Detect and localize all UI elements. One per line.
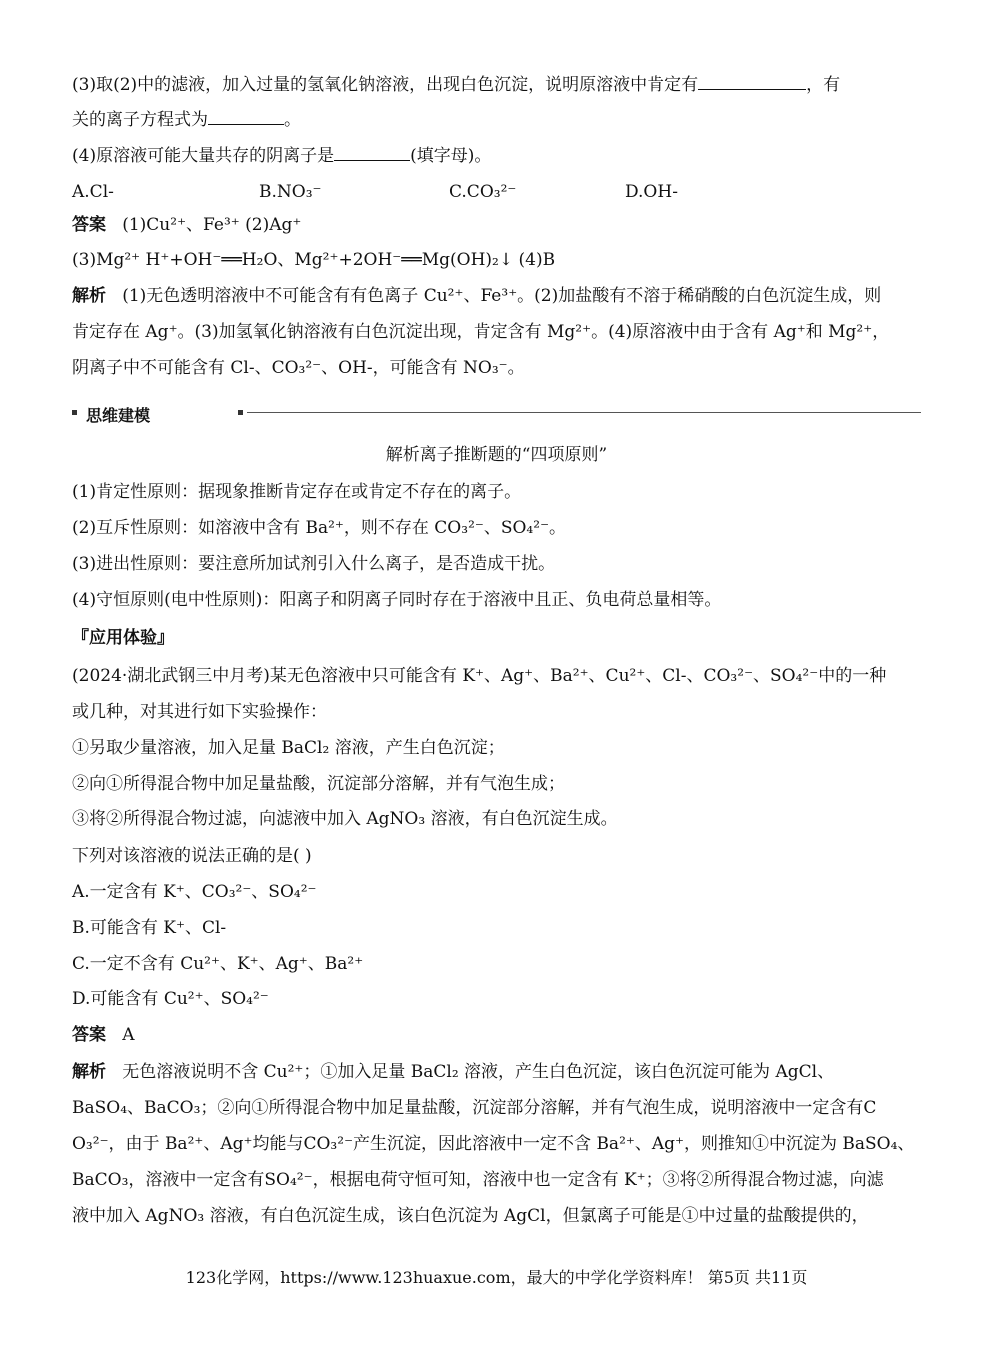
question-prompt-text: 下列对该溶液的说法正确的是( ) — [72, 846, 312, 866]
analysis-label: 解析 — [72, 286, 106, 306]
choice-d — [72, 988, 921, 1010]
question-3-line2 — [72, 108, 921, 131]
analysis-text-4: 无色溶液说明不含 Cu²⁺；①加入足量 BaCl₂ 溶液，产生白色沉淀，该白色沉淀可能为 AgCl、 — [122, 1062, 835, 1082]
answer-text-3: A — [122, 1025, 135, 1045]
apply-heading — [72, 627, 921, 649]
question-3-period: 。 — [284, 110, 301, 130]
analysis-text-5: BaSO₄、BaCO₃；②向①所得混合物中加足量盐酸，沉淀部分溶解，并有气泡生成，说明溶液中一定含有C — [72, 1098, 877, 1118]
answer-label: 答案 — [72, 215, 106, 235]
page-footer: 123化学网，https://www.123huaxue.com，最大的中学化学资料库！ 第5页 共11页 — [185, 1268, 808, 1287]
question-4-line — [72, 144, 921, 167]
principle-1 — [72, 481, 921, 503]
option-d: D.OH- — [625, 182, 678, 202]
answer-line-2 — [72, 249, 921, 271]
analysis-line-4 — [72, 1061, 921, 1083]
divider-square — [238, 410, 243, 415]
apply-heading-text: 『应用体验』 — [72, 628, 174, 648]
analysis-text-7: BaCO₃，溶液中一定含有SO₄²⁻，根据电荷守恒可知，溶液中也一定含有 K⁺；③将②所得混合物过滤，向滤 — [72, 1170, 884, 1190]
principle-4 — [72, 589, 921, 611]
analysis-line-6 — [72, 1133, 921, 1155]
choice-d-text: D.可能含有 Cu²⁺、SO₄²⁻ — [72, 989, 269, 1009]
choice-b-text: B.可能含有 K⁺、Cl- — [72, 918, 227, 938]
answer-label-2: 答案 — [72, 1025, 106, 1045]
divider-square — [72, 410, 77, 415]
principle-1-text: (1)肯定性原则：据现象推断肯定存在或肯定不存在的离子。 — [72, 482, 522, 502]
question-3-text2: 关的离子方程式为 — [72, 110, 208, 130]
analysis-label-2: 解析 — [72, 1062, 106, 1082]
analysis-text-6: O₃²⁻，由于 Ba²⁺、Ag⁺均能与CO₃²⁻产生沉淀，因此溶液中一定不含 Ba²⁺、Ag⁺，则推知①中沉淀为 BaSO₄、 — [72, 1134, 915, 1154]
question-line-2 — [72, 701, 921, 723]
analysis-line-1 — [72, 285, 921, 307]
question-prompt — [72, 845, 921, 867]
question-4-text: (4)原溶液可能大量共存的阴离子是 — [72, 146, 335, 166]
principle-2 — [72, 517, 921, 539]
analysis-text-8: 液中加入 AgNO₃ 溶液，有白色沉淀生成，该白色沉淀为 AgCl，但氯离子可能是①中过量的盐酸提供的， — [72, 1206, 869, 1226]
choice-c-text: C.一定不含有 Cu²⁺、K⁺、Ag⁺、Ba²⁺ — [72, 954, 364, 974]
analysis-text-2: 肯定存在 Ag⁺。(3)加氢氧化钠溶液有白色沉淀出现，肯定含有 Mg²⁺。(4)原溶液中由于含有 Ag⁺和 Mg²⁺， — [72, 322, 890, 342]
principle-4-text: (4)守恒原则(电中性原则)：阳离子和阴离子同时存在于溶液中且正、负电荷总量相等。 — [72, 590, 722, 610]
principle-3-text: (3)进出性原则：要注意所加试剂引入什么离子，是否造成干扰。 — [72, 554, 556, 574]
choice-b — [72, 917, 921, 939]
analysis-line-8 — [72, 1205, 921, 1227]
step-1-text: ①另取少量溶液，加入足量 BaCl₂ 溶液，产生白色沉淀； — [72, 738, 505, 758]
analysis-line-5 — [72, 1097, 921, 1119]
question-3-tail: ，有 — [806, 75, 841, 95]
step-3 — [72, 808, 921, 830]
option-c: C.CO₃²⁻ — [449, 182, 517, 202]
section-title: 思维建模 — [86, 406, 151, 425]
answer-text: (1)Cu²⁺、Fe³⁺ (2)Ag⁺ — [122, 215, 302, 235]
question-line-1 — [72, 665, 921, 687]
question-text-2: 或几种，对其进行如下实验操作： — [72, 702, 327, 722]
section-divider — [72, 405, 921, 425]
answer-text-2: (3)Mg²⁺ H⁺+OH⁻══H₂O、Mg²⁺+2OH⁻══Mg(OH)₂↓ (4)B — [72, 250, 556, 270]
question-4-options — [72, 181, 921, 203]
heading-text: 解析离子推断题的“四项原则” — [385, 445, 608, 465]
answer-blank — [698, 73, 806, 90]
question-3-text: (3)取(2)中的滤液，加入过量的氢氧化钠溶液，出现白色沉淀，说明原溶液中肯定有 — [72, 75, 699, 95]
answer-line-1 — [72, 214, 921, 236]
answer-blank — [208, 108, 284, 125]
question-4-tail: (填字母)。 — [410, 146, 492, 166]
option-b: B.NO₃⁻ — [259, 182, 322, 202]
analysis-line-7 — [72, 1169, 921, 1191]
answer-blank — [334, 144, 410, 161]
principle-2-text: (2)互斥性原则：如溶液中含有 Ba²⁺，则不存在 CO₃²⁻、SO₄²⁻。 — [72, 518, 567, 538]
answer-line-3 — [72, 1024, 921, 1046]
analysis-line-3 — [72, 357, 921, 379]
step-1 — [72, 737, 921, 759]
divider-rule — [247, 412, 921, 413]
question-3-line — [72, 73, 921, 96]
analysis-text-3: 阴离子中不可能含有 Cl-、CO₃²⁻、OH-，可能含有 NO₃⁻。 — [72, 358, 525, 378]
step-2-text: ②向①所得混合物中加足量盐酸，沉淀部分溶解，并有气泡生成； — [72, 774, 565, 794]
choice-a — [72, 881, 921, 903]
analysis-line-2 — [72, 321, 921, 343]
choice-c — [72, 953, 921, 975]
choice-a-text: A.一定含有 K⁺、CO₃²⁻、SO₄²⁻ — [72, 882, 317, 902]
principle-3 — [72, 553, 921, 575]
section-heading — [0, 444, 993, 466]
step-3-text: ③将②所得混合物过滤，向滤液中加入 AgNO₃ 溶液，有白色沉淀生成。 — [72, 809, 618, 829]
step-2 — [72, 773, 921, 795]
analysis-text: (1)无色透明溶液中不可能含有有色离子 Cu²⁺、Fe³⁺。(2)加盐酸有不溶于稀硝酸的白色沉淀生成，则 — [122, 286, 882, 306]
question-text-1: (2024·湖北武钢三中月考)某无色溶液中只可能含有 K⁺、Ag⁺、Ba²⁺、Cu²⁺、Cl-、CO₃²⁻、SO₄²⁻中的一种 — [72, 666, 887, 686]
option-a: A.Cl- — [72, 182, 114, 202]
